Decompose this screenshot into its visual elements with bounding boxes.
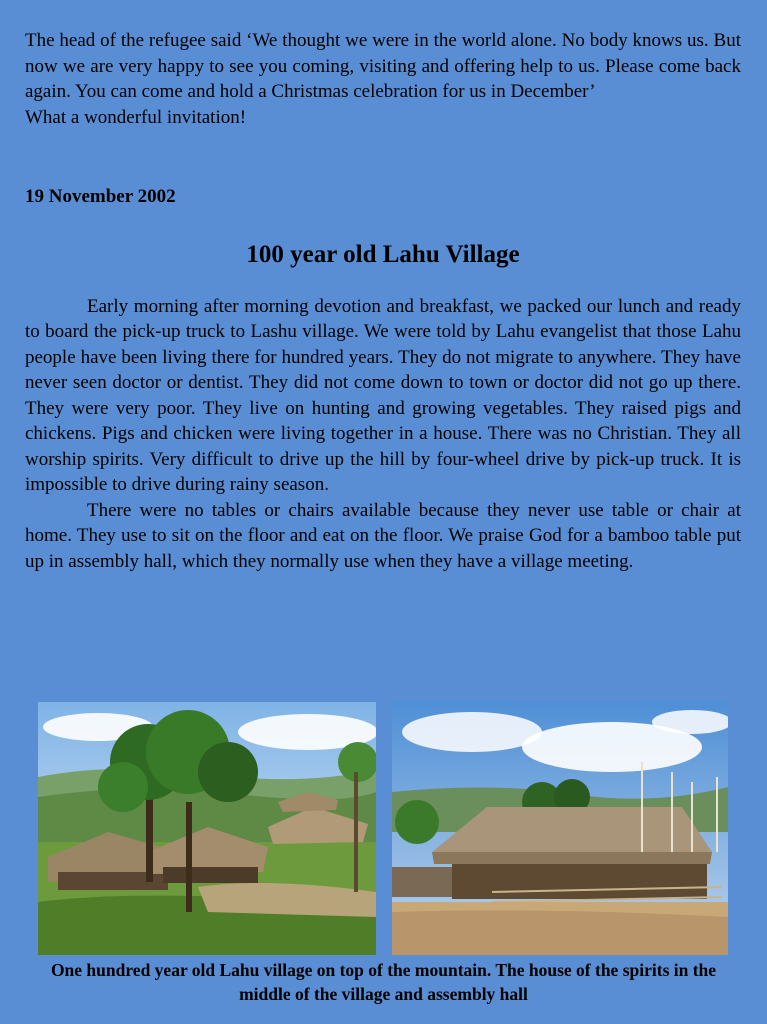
- assembly-hall-photo-illustration: [392, 702, 728, 955]
- entry-date: 19 November 2002: [25, 186, 176, 207]
- body-paragraph-2: There were no tables or chairs available because they never use table or chair at home. They use to sit on the floor and eat on the floor. We praise God for a bamboo table put up in assembly hall, which they normally use when they have a village meeting.: [25, 499, 741, 572]
- village-photo-illustration: [38, 702, 376, 955]
- entry-title: 100 year old Lahu Village: [246, 240, 520, 268]
- intro-exclamation: What a wonderful invitation!: [25, 106, 247, 128]
- village-photo: [38, 702, 376, 955]
- photo-caption: One hundred year old Lahu village on top of the mountain. The house of the spirits in the middle of the village and assembly hall: [50, 960, 717, 1004]
- assembly-hall-photo: [392, 702, 728, 955]
- document-page: [25, 28, 741, 574]
- intro-paragraph: The head of the refugee said ‘We thought we were in the world alone. No body knows us. But now we are very happy to see you coming, visiting and offering help to us. Please come back again. You can come and hold a Christmas celebration for us in December’: [25, 30, 741, 102]
- body-paragraph-1: Early morning after morning devotion and breakfast, we packed our lunch and ready to board the pick-up truck to Lashu village. We were told by Lahu evangelist that those Lahu people have been living there for hundred years. They do not migrate to anywhere. They have never seen doctor or dentist. They did not come down to town or doctor did not go up there. They were very poor. They live on hunting and growing vegetables. They raised pigs and chickens. Pigs and chicken were living together in a house. There was no Christian. They all worship spirits. Very difficult to drive up the hill by four-wheel drive by pick-up truck. It is impossible to drive during rainy season.: [25, 295, 741, 495]
